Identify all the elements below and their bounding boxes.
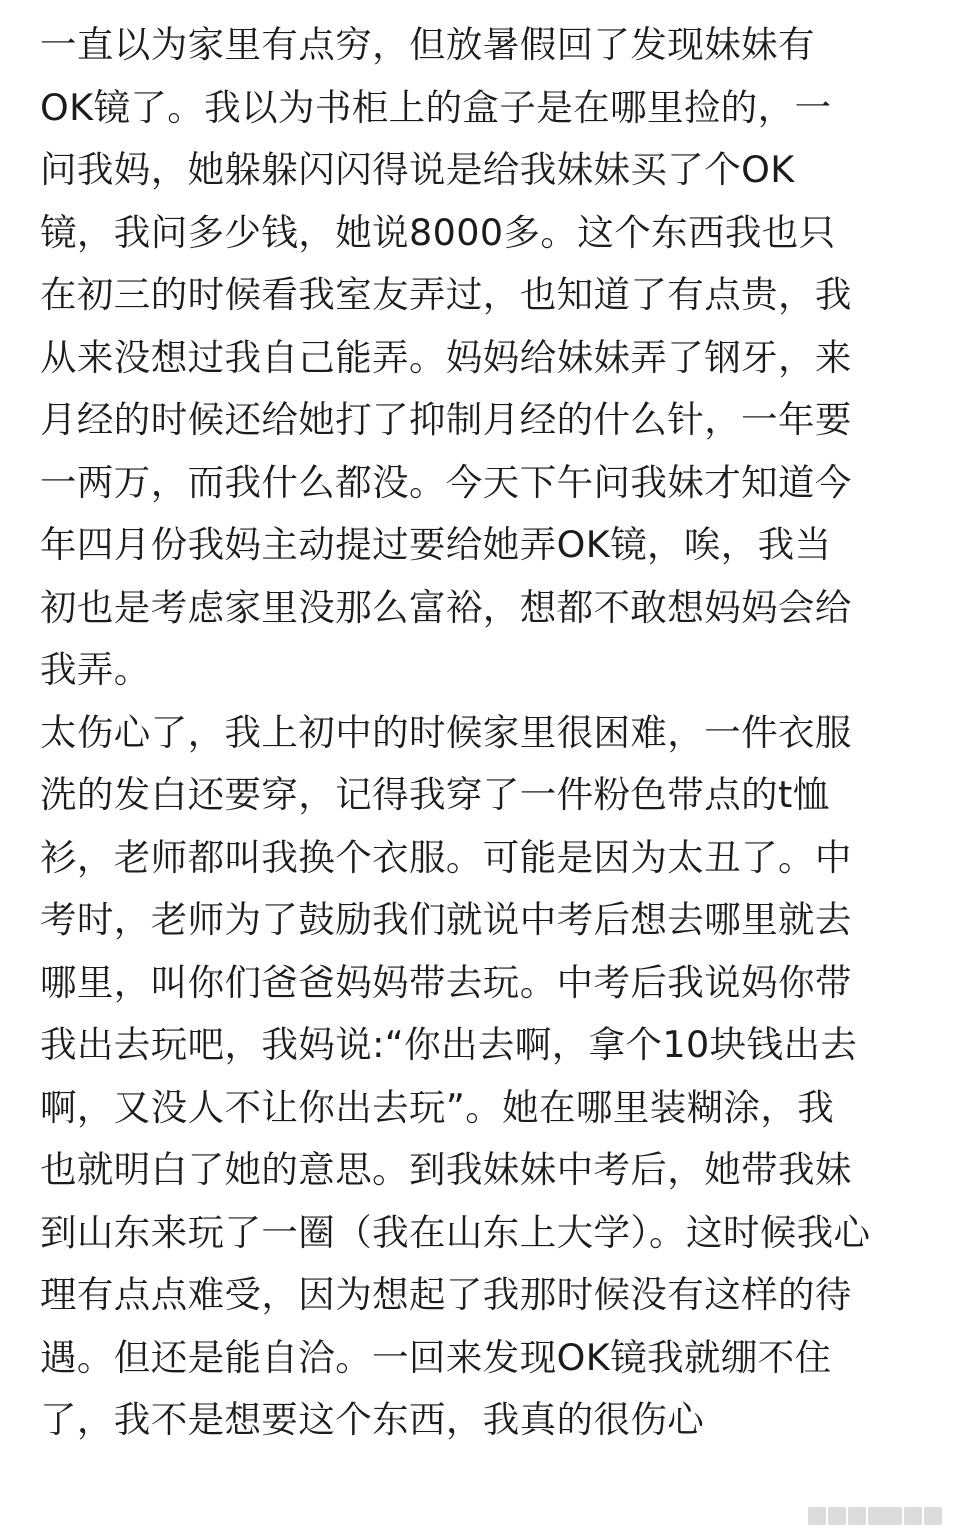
watermark-block-icon — [828, 1507, 846, 1525]
watermark — [808, 1507, 942, 1525]
watermark-block-icon — [868, 1507, 902, 1525]
watermark-block-icon — [848, 1507, 866, 1525]
watermark-block-icon — [924, 1507, 942, 1525]
paragraph-2: 太伤心了，我上初中的时候家里很困难，一件衣服 洗的发白还要穿，记得我穿了一件粉色带点的t恤 衫，老师都叫我换个衣服。可能是因为太丑了。中 考时，老师为了鼓励我们就说中考后想去哪里就去 哪里，叫你们爸爸妈妈带去玩。中考后我说妈你带 我出去玩吧，我妈说:“你出去啊，拿个10块钱出去 啊，又没人不让你出去玩”。她在哪里装糊涂，我 也就明白了她的意思。到我妹妹中考后，她带我妹 到山东来玩了一圈（我在山东上大学）。这时候我心 理有点点难受，因为想起了我那时候没有这样的待 遇。但还是能自洽。一回来发现OK镜我就绷不住 了，我不是想要这个东西，我真的很伤心 — [40, 710, 871, 1441]
paragraph-1: 一直以为家里有点穷，但放暑假回了发现妹妹有 OK镜了。我以为书柜上的盒子是在哪里捡的，一 问我妈，她躲躲闪闪得说是给我妹妹买了个OK 镜，我问多少钱，她说8000多。这个东西我也只 在初三的时候看我室友弄过，也知道了有点贵，我 从来没想过我自己能弄。妈妈给妹妹弄了钢牙，来 月经的时候还给她打了抑制月经的什么针，一年要 一两万，而我什么都没。今天下午问我妹才知道今 年四月份我妈主动提过要给她弄OK镜，唉，我当 初也是考虑家里没那么富裕，想都不敢想妈妈会给 我弄。 — [40, 23, 852, 691]
watermark-logo-icon — [808, 1507, 826, 1525]
post-body — [40, 14, 920, 1452]
watermark-block-icon — [904, 1507, 922, 1525]
